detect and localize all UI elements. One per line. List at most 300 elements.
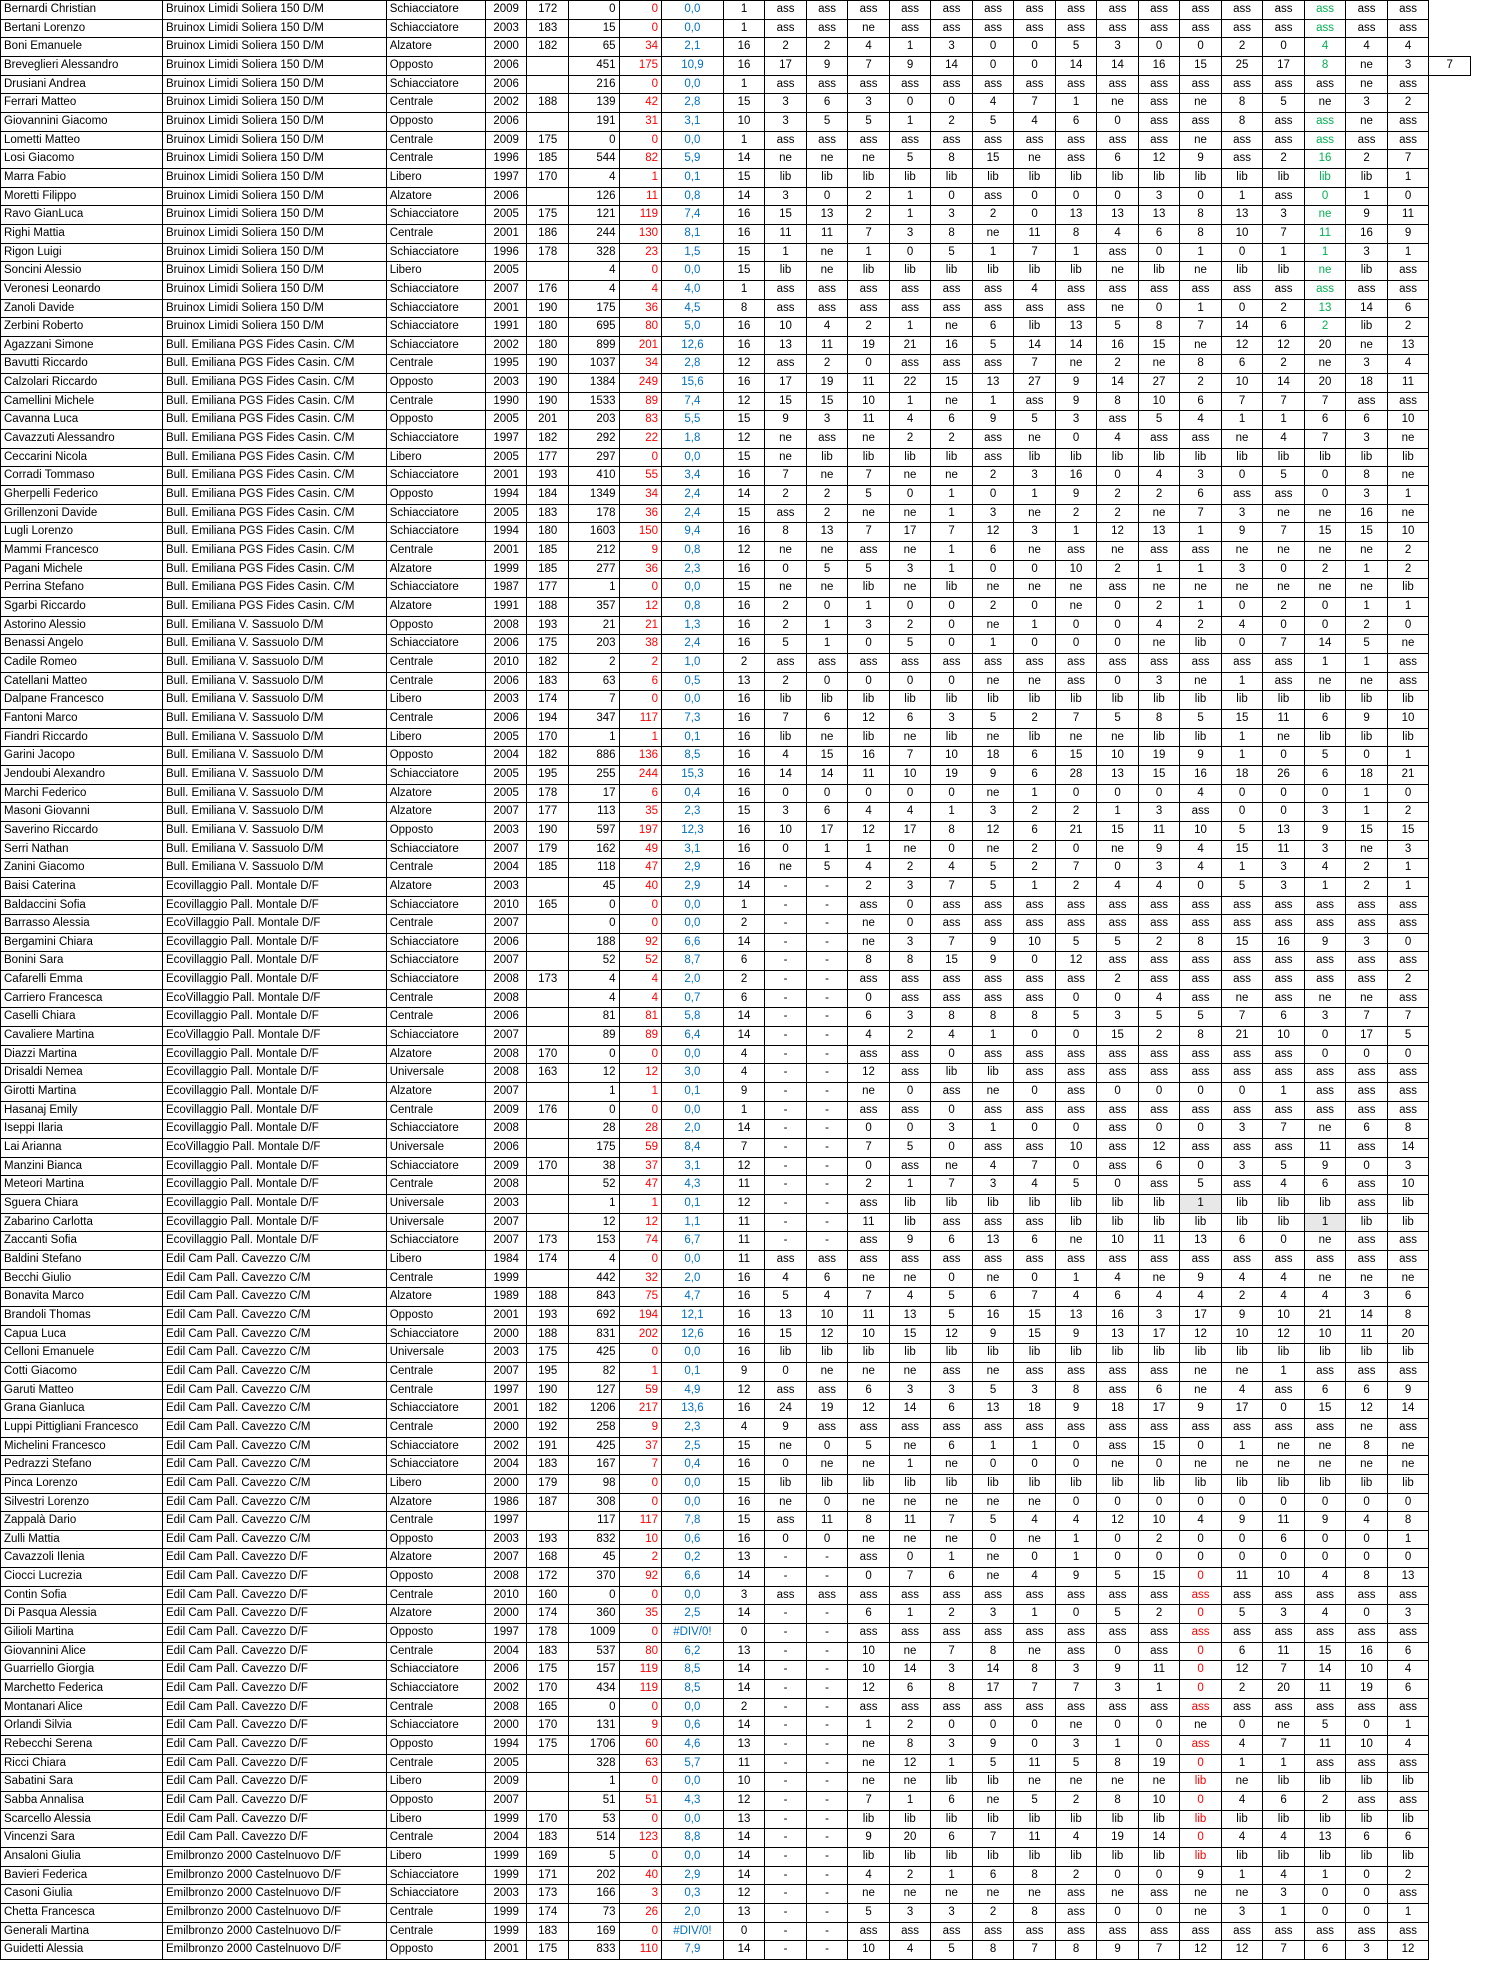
table-cell[interactable]: ass xyxy=(1014,989,1056,1008)
table-cell[interactable]: Fantoni Marco xyxy=(1,709,163,728)
table-cell[interactable]: 83 xyxy=(619,411,662,430)
table-cell[interactable]: 180 xyxy=(527,336,569,355)
table-cell[interactable]: ass xyxy=(1180,1064,1222,1083)
table-cell[interactable]: ass xyxy=(1263,1698,1305,1717)
table-cell[interactable]: ass xyxy=(1304,1922,1346,1941)
table-cell[interactable]: 1990 xyxy=(485,392,527,411)
table-cell[interactable]: lib xyxy=(889,691,931,710)
table-cell[interactable]: 2,9 xyxy=(662,1866,724,1885)
table-cell[interactable]: - xyxy=(765,1101,807,1120)
table-cell[interactable]: 20 xyxy=(889,1829,931,1848)
table-cell[interactable]: ass xyxy=(931,1250,973,1269)
table-cell[interactable]: 2 xyxy=(931,1605,973,1624)
table-cell[interactable]: 9 xyxy=(723,1362,765,1381)
table-cell[interactable]: Ravo GianLuca xyxy=(1,206,163,225)
table-cell[interactable]: ass xyxy=(1138,1250,1180,1269)
table-cell[interactable]: ne xyxy=(972,224,1014,243)
table-cell[interactable]: 0 xyxy=(1304,187,1346,206)
table-cell[interactable]: - xyxy=(765,1941,807,1960)
table-cell[interactable]: Edil Cam Pall. Cavezzo D/F xyxy=(162,1754,386,1773)
table-cell[interactable]: 14 xyxy=(723,1847,765,1866)
table-cell[interactable]: 14 xyxy=(723,187,765,206)
table-cell[interactable]: 0 xyxy=(1138,1736,1180,1755)
table-cell[interactable]: Schiacciatore xyxy=(386,299,485,318)
table-cell[interactable]: 12 xyxy=(1387,1941,1429,1960)
table-cell[interactable]: ass xyxy=(1263,896,1305,915)
table-cell[interactable]: 1 xyxy=(1014,1605,1056,1624)
table-cell[interactable]: Serri Nathan xyxy=(1,840,163,859)
table-cell[interactable]: 8 xyxy=(1180,933,1222,952)
table-cell[interactable]: Barrasso Alessia xyxy=(1,915,163,934)
table-cell[interactable]: 0,0 xyxy=(662,131,724,150)
table-cell[interactable]: ne xyxy=(889,840,931,859)
table-cell[interactable]: 360 xyxy=(568,1605,619,1624)
table-cell[interactable]: 194 xyxy=(527,709,569,728)
table-cell[interactable]: ass xyxy=(806,280,848,299)
table-cell[interactable]: ne xyxy=(765,1493,807,1512)
table-cell[interactable]: Centrale xyxy=(386,1008,485,1027)
table-cell[interactable]: - xyxy=(806,1922,848,1941)
table-cell[interactable]: ass xyxy=(1097,915,1139,934)
table-cell[interactable]: 0 xyxy=(931,1139,973,1158)
table-cell[interactable]: 7,4 xyxy=(662,206,724,225)
table-cell[interactable] xyxy=(527,989,569,1008)
table-cell[interactable]: 1 xyxy=(1221,859,1263,878)
table-cell[interactable]: Libero xyxy=(386,1773,485,1792)
table-cell[interactable]: 2000 xyxy=(485,1325,527,1344)
table-cell[interactable]: 2008 xyxy=(485,1120,527,1139)
table-cell[interactable]: 1706 xyxy=(568,1736,619,1755)
table-cell[interactable]: ass xyxy=(1221,280,1263,299)
table-cell[interactable]: 16 xyxy=(723,560,765,579)
table-cell[interactable]: ne xyxy=(1014,1885,1056,1904)
table-cell[interactable]: 5 xyxy=(889,150,931,169)
table-cell[interactable]: ass xyxy=(1387,915,1429,934)
table-cell[interactable]: 2003 xyxy=(485,19,527,38)
table-cell[interactable]: ass xyxy=(972,1101,1014,1120)
table-cell[interactable]: - xyxy=(806,1680,848,1699)
table-cell[interactable]: 188 xyxy=(527,1325,569,1344)
table-cell[interactable]: 2 xyxy=(1387,803,1429,822)
table-cell[interactable]: 3 xyxy=(765,187,807,206)
table-cell[interactable]: 357 xyxy=(568,598,619,617)
table-cell[interactable]: 3 xyxy=(1221,504,1263,523)
table-cell[interactable]: ne xyxy=(1346,672,1388,691)
table-cell[interactable]: 82 xyxy=(568,1362,619,1381)
table-cell[interactable]: 16 xyxy=(1263,933,1305,952)
table-cell[interactable]: 121 xyxy=(568,206,619,225)
table-cell[interactable]: 6 xyxy=(1180,486,1222,505)
table-cell[interactable]: 27 xyxy=(1138,374,1180,393)
table-cell[interactable]: 15 xyxy=(1055,747,1097,766)
table-cell[interactable]: ass xyxy=(1387,1101,1429,1120)
table-cell[interactable]: 2,9 xyxy=(662,877,724,896)
table-cell[interactable]: 18 xyxy=(1221,765,1263,784)
table-cell[interactable]: Vincenzi Sara xyxy=(1,1829,163,1848)
table-cell[interactable]: 0 xyxy=(931,1717,973,1736)
table-cell[interactable]: 6 xyxy=(1304,411,1346,430)
table-cell[interactable]: Libero xyxy=(386,262,485,281)
table-cell[interactable]: lib xyxy=(1097,1213,1139,1232)
table-cell[interactable]: 4,3 xyxy=(662,1176,724,1195)
table-cell[interactable]: 10 xyxy=(1014,933,1056,952)
table-cell[interactable]: Ecovillaggio Pall. Montale D/F xyxy=(162,1120,386,1139)
table-cell[interactable]: ass xyxy=(1180,75,1222,94)
table-cell[interactable]: ass xyxy=(1138,131,1180,150)
table-cell[interactable]: ne xyxy=(1180,262,1222,281)
table-cell[interactable]: Catellani Matteo xyxy=(1,672,163,691)
table-cell[interactable]: ass xyxy=(1263,1139,1305,1158)
table-cell[interactable]: 0 xyxy=(889,672,931,691)
table-cell[interactable]: ne xyxy=(1221,1362,1263,1381)
table-cell[interactable]: 202 xyxy=(568,1866,619,1885)
table-cell[interactable]: 5 xyxy=(1055,1754,1097,1773)
table-cell[interactable]: ass xyxy=(1263,1250,1305,1269)
table-cell[interactable]: 14 xyxy=(1387,1400,1429,1419)
table-cell[interactable]: 1997 xyxy=(485,430,527,449)
table-cell[interactable]: ass xyxy=(1263,1586,1305,1605)
table-cell[interactable]: Contin Sofia xyxy=(1,1586,163,1605)
table-cell[interactable]: 174 xyxy=(527,1605,569,1624)
table-cell[interactable]: ass xyxy=(1180,19,1222,38)
table-cell[interactable]: ass xyxy=(848,280,890,299)
table-cell[interactable]: 190 xyxy=(527,374,569,393)
table-cell[interactable]: ass xyxy=(1055,542,1097,561)
table-cell[interactable]: 21 xyxy=(1304,1306,1346,1325)
table-cell[interactable]: 182 xyxy=(527,747,569,766)
table-cell[interactable]: 3 xyxy=(1180,467,1222,486)
table-cell[interactable]: 10 xyxy=(1304,1325,1346,1344)
table-cell[interactable]: 11 xyxy=(1387,374,1429,393)
table-cell[interactable]: 3 xyxy=(889,224,931,243)
table-cell[interactable]: 2 xyxy=(1387,542,1429,561)
table-cell[interactable]: ass xyxy=(1387,952,1429,971)
table-cell[interactable]: ass xyxy=(1014,971,1056,990)
table-cell[interactable]: lib xyxy=(1097,1195,1139,1214)
table-cell[interactable]: 6 xyxy=(1014,747,1056,766)
table-cell[interactable]: ne xyxy=(1180,1362,1222,1381)
table-cell[interactable]: Gilioli Martina xyxy=(1,1624,163,1643)
table-cell[interactable]: 163 xyxy=(527,1064,569,1083)
table-cell[interactable]: Bull. Emiliana V. Sassuolo D/M xyxy=(162,672,386,691)
table-cell[interactable]: Centrale xyxy=(386,150,485,169)
table-cell[interactable]: 0 xyxy=(1180,1792,1222,1811)
table-cell[interactable]: 9 xyxy=(1304,1157,1346,1176)
table-cell[interactable]: ass xyxy=(889,19,931,38)
table-cell[interactable]: lib xyxy=(931,1474,973,1493)
table-cell[interactable]: 14 xyxy=(1304,635,1346,654)
table-cell[interactable]: 1 xyxy=(619,1362,662,1381)
table-cell[interactable]: 2 xyxy=(848,877,890,896)
table-cell[interactable]: lib xyxy=(1138,1847,1180,1866)
table-cell[interactable]: 15 xyxy=(1138,1437,1180,1456)
table-cell[interactable]: 12 xyxy=(1221,1941,1263,1960)
table-cell[interactable]: lib xyxy=(931,262,973,281)
table-cell[interactable]: Centrale xyxy=(386,915,485,934)
table-cell[interactable]: 4 xyxy=(1387,38,1429,57)
table-cell[interactable]: ass xyxy=(1346,1922,1388,1941)
table-cell[interactable]: 98 xyxy=(568,1474,619,1493)
table-cell[interactable]: 16 xyxy=(1097,336,1139,355)
table-cell[interactable]: ass xyxy=(889,1101,931,1120)
table-cell[interactable]: 1 xyxy=(765,243,807,262)
table-cell[interactable]: 1984 xyxy=(485,1250,527,1269)
table-cell[interactable]: 0 xyxy=(1097,1549,1139,1568)
table-cell[interactable]: 14 xyxy=(723,150,765,169)
table-cell[interactable]: 1 xyxy=(972,392,1014,411)
table-cell[interactable]: ass xyxy=(931,1586,973,1605)
table-cell[interactable]: 3 xyxy=(1138,672,1180,691)
table-cell[interactable]: 0 xyxy=(1097,635,1139,654)
table-cell[interactable]: ass xyxy=(1304,952,1346,971)
table-cell[interactable]: Schiacciatore xyxy=(386,579,485,598)
table-cell[interactable]: 0 xyxy=(1387,933,1429,952)
table-cell[interactable]: lib xyxy=(931,1195,973,1214)
table-cell[interactable]: lib xyxy=(889,1810,931,1829)
table-cell[interactable]: ass xyxy=(1014,75,1056,94)
table-cell[interactable]: lib xyxy=(1097,168,1139,187)
table-cell[interactable]: 63 xyxy=(619,1754,662,1773)
table-cell[interactable]: 13,6 xyxy=(662,1400,724,1419)
table-cell[interactable]: Garuti Matteo xyxy=(1,1381,163,1400)
table-cell[interactable]: 193 xyxy=(527,1530,569,1549)
table-cell[interactable]: 1 xyxy=(723,75,765,94)
table-cell[interactable]: 0 xyxy=(972,486,1014,505)
table-cell[interactable]: 0 xyxy=(568,896,619,915)
table-cell[interactable]: 1349 xyxy=(568,486,619,505)
table-cell[interactable]: 4 xyxy=(1346,1512,1388,1531)
table-cell[interactable]: 3 xyxy=(1346,1288,1388,1307)
table-cell[interactable]: 2,8 xyxy=(662,355,724,374)
table-cell[interactable]: ass xyxy=(848,542,890,561)
table-cell[interactable]: ne xyxy=(1263,728,1305,747)
table-cell[interactable]: Ecovillaggio Pall. Montale D/F xyxy=(162,1008,386,1027)
table-cell[interactable]: - xyxy=(765,1176,807,1195)
table-cell[interactable]: ne xyxy=(1055,728,1097,747)
table-cell[interactable]: 9 xyxy=(972,1736,1014,1755)
table-cell[interactable]: 2 xyxy=(889,859,931,878)
table-cell[interactable]: Grana Gianluca xyxy=(1,1400,163,1419)
table-cell[interactable]: 16 xyxy=(723,728,765,747)
table-cell[interactable]: ass xyxy=(931,915,973,934)
table-cell[interactable]: lib xyxy=(1387,1195,1429,1214)
table-cell[interactable]: 14 xyxy=(723,1717,765,1736)
table-cell[interactable]: 4 xyxy=(1014,1512,1056,1531)
table-cell[interactable]: 5 xyxy=(1055,38,1097,57)
table-cell[interactable]: Edil Cam Pall. Cavezzo C/M xyxy=(162,1250,386,1269)
table-cell[interactable]: ne xyxy=(1097,262,1139,281)
table-cell[interactable]: lib xyxy=(1263,1344,1305,1363)
table-cell[interactable]: Schiacciatore xyxy=(386,1157,485,1176)
table-cell[interactable]: 0 xyxy=(1346,1605,1388,1624)
table-cell[interactable]: 81 xyxy=(619,1008,662,1027)
table-cell[interactable]: Cadile Romeo xyxy=(1,653,163,672)
table-cell[interactable]: 3,1 xyxy=(662,840,724,859)
table-cell[interactable]: 0 xyxy=(1014,1120,1056,1139)
table-cell[interactable]: ne xyxy=(1263,1456,1305,1475)
table-cell[interactable]: Opposto xyxy=(386,56,485,75)
table-cell[interactable]: Alzatore xyxy=(386,1288,485,1307)
table-cell[interactable]: 5 xyxy=(972,1512,1014,1531)
table-cell[interactable]: 2005 xyxy=(485,448,527,467)
table-cell[interactable]: ass xyxy=(765,653,807,672)
table-cell[interactable]: Schiacciatore xyxy=(386,430,485,449)
table-cell[interactable]: - xyxy=(806,1866,848,1885)
table-cell[interactable]: 0 xyxy=(1097,1493,1139,1512)
table-cell[interactable]: 442 xyxy=(568,1269,619,1288)
table-cell[interactable]: 1997 xyxy=(485,1624,527,1643)
table-cell[interactable]: 5,0 xyxy=(662,318,724,337)
table-cell[interactable]: 4 xyxy=(568,262,619,281)
table-cell[interactable]: 8 xyxy=(1346,1568,1388,1587)
table-cell[interactable]: 1 xyxy=(1055,1269,1097,1288)
table-cell[interactable]: 2007 xyxy=(485,1083,527,1102)
table-cell[interactable]: ass xyxy=(1263,187,1305,206)
table-cell[interactable] xyxy=(527,1008,569,1027)
table-cell[interactable]: 12 xyxy=(848,821,890,840)
table-cell[interactable]: Schiacciatore xyxy=(386,896,485,915)
table-cell[interactable]: 5 xyxy=(1055,1176,1097,1195)
table-cell[interactable]: 9 xyxy=(1180,747,1222,766)
table-cell[interactable]: Celloni Emanuele xyxy=(1,1344,163,1363)
table-cell[interactable]: 178 xyxy=(527,1624,569,1643)
table-cell[interactable]: 6,2 xyxy=(662,1642,724,1661)
table-cell[interactable]: ass xyxy=(1387,1064,1429,1083)
table-cell[interactable]: 16 xyxy=(723,224,765,243)
table-cell[interactable]: 244 xyxy=(619,765,662,784)
table-cell[interactable]: 11 xyxy=(1138,1232,1180,1251)
table-cell[interactable]: ass xyxy=(1138,971,1180,990)
table-cell[interactable]: 3 xyxy=(931,1381,973,1400)
table-cell[interactable]: - xyxy=(806,877,848,896)
table-cell[interactable]: 10 xyxy=(1221,224,1263,243)
table-cell[interactable]: 1009 xyxy=(568,1624,619,1643)
table-cell[interactable]: 16 xyxy=(723,1400,765,1419)
table-cell[interactable]: ne xyxy=(848,430,890,449)
table-cell[interactable]: 2 xyxy=(723,915,765,934)
table-cell[interactable]: 14 xyxy=(723,1941,765,1960)
table-cell[interactable]: Camellini Michele xyxy=(1,392,163,411)
table-cell[interactable]: ass xyxy=(1263,672,1305,691)
table-cell[interactable]: 1 xyxy=(931,486,973,505)
table-cell[interactable]: ass xyxy=(889,75,931,94)
table-cell[interactable]: 10 xyxy=(723,112,765,131)
table-cell[interactable]: 2006 xyxy=(485,56,527,75)
table-cell[interactable]: 0 xyxy=(1014,1456,1056,1475)
table-cell[interactable]: 11 xyxy=(1304,224,1346,243)
table-cell[interactable]: ne xyxy=(806,579,848,598)
table-cell[interactable]: 38 xyxy=(619,635,662,654)
table-cell[interactable]: 7 xyxy=(931,1642,973,1661)
table-cell[interactable]: ne xyxy=(889,728,931,747)
table-cell[interactable]: Bonavita Marco xyxy=(1,1288,163,1307)
table-cell[interactable]: 17 xyxy=(889,821,931,840)
table-cell[interactable]: Drisaldi Nemea xyxy=(1,1064,163,1083)
table-cell[interactable]: 0 xyxy=(1221,1717,1263,1736)
table-cell[interactable]: ass xyxy=(1263,1045,1305,1064)
table-cell[interactable]: lib xyxy=(889,1344,931,1363)
table-cell[interactable]: 4 xyxy=(1097,224,1139,243)
table-cell[interactable]: 3 xyxy=(806,411,848,430)
table-cell[interactable]: ass xyxy=(1055,75,1097,94)
table-cell[interactable]: - xyxy=(806,1083,848,1102)
table-cell[interactable]: Schiacciatore xyxy=(386,206,485,225)
table-cell[interactable]: ass xyxy=(931,653,973,672)
table-cell[interactable]: 2006 xyxy=(485,112,527,131)
table-cell[interactable]: 695 xyxy=(568,318,619,337)
table-cell[interactable]: 170 xyxy=(527,1045,569,1064)
table-cell[interactable]: Montanari Alice xyxy=(1,1698,163,1717)
table-cell[interactable]: ne xyxy=(806,243,848,262)
table-cell[interactable]: 0 xyxy=(1346,1885,1388,1904)
table-cell[interactable]: 0 xyxy=(1097,1866,1139,1885)
table-cell[interactable]: 17 xyxy=(1138,1325,1180,1344)
table-cell[interactable]: 2000 xyxy=(485,38,527,57)
table-cell[interactable]: 0 xyxy=(619,1847,662,1866)
table-cell[interactable]: ass xyxy=(1014,1101,1056,1120)
table-cell[interactable]: 11 xyxy=(1138,821,1180,840)
table-cell[interactable]: Alzatore xyxy=(386,1493,485,1512)
table-cell[interactable]: ne xyxy=(848,1456,890,1475)
table-cell[interactable]: ne xyxy=(1180,131,1222,150)
table-cell[interactable]: 5 xyxy=(1180,709,1222,728)
table-cell[interactable]: 0 xyxy=(1346,1549,1388,1568)
table-cell[interactable]: 3 xyxy=(1346,430,1388,449)
table-cell[interactable]: 0 xyxy=(1014,952,1056,971)
table-cell[interactable]: 4,9 xyxy=(662,1381,724,1400)
table-cell[interactable]: 15 xyxy=(568,19,619,38)
table-cell[interactable]: 15,3 xyxy=(662,765,724,784)
table-cell[interactable]: 8 xyxy=(972,1941,1014,1960)
table-cell[interactable]: 4 xyxy=(1304,38,1346,57)
table-cell[interactable]: ass xyxy=(889,1418,931,1437)
table-cell[interactable]: ne xyxy=(1014,1642,1056,1661)
table-cell[interactable]: ass xyxy=(1221,1,1263,20)
table-cell[interactable]: 1 xyxy=(1221,187,1263,206)
table-cell[interactable]: ne xyxy=(1346,542,1388,561)
table-cell[interactable]: 0 xyxy=(1304,1530,1346,1549)
table-cell[interactable]: 3 xyxy=(889,560,931,579)
table-cell[interactable]: lib xyxy=(1263,691,1305,710)
table-cell[interactable]: Bull. Emiliana V. Sassuolo D/M xyxy=(162,728,386,747)
table-cell[interactable]: 1 xyxy=(848,243,890,262)
table-cell[interactable]: ass xyxy=(1014,1362,1056,1381)
table-cell[interactable]: Moretti Filippo xyxy=(1,187,163,206)
table-cell[interactable]: ass xyxy=(1138,1101,1180,1120)
table-cell[interactable]: 4 xyxy=(1221,1829,1263,1848)
table-cell[interactable]: ass xyxy=(1387,1624,1429,1643)
table-cell[interactable]: ass xyxy=(1221,653,1263,672)
table-cell[interactable]: 21 xyxy=(1221,1027,1263,1046)
table-cell[interactable]: ass xyxy=(1221,19,1263,38)
table-cell[interactable]: 7 xyxy=(848,523,890,542)
table-cell[interactable]: ne xyxy=(1304,542,1346,561)
table-cell[interactable]: 9 xyxy=(1221,1306,1263,1325)
table-cell[interactable]: Edil Cam Pall. Cavezzo D/F xyxy=(162,1736,386,1755)
table-cell[interactable]: lib xyxy=(1304,1810,1346,1829)
table-cell[interactable]: 0,4 xyxy=(662,784,724,803)
table-cell[interactable]: 182 xyxy=(527,653,569,672)
table-cell[interactable]: 17 xyxy=(1221,1400,1263,1419)
table-cell[interactable]: 12 xyxy=(1180,1325,1222,1344)
table-cell[interactable]: ass xyxy=(1097,1362,1139,1381)
table-cell[interactable]: 175 xyxy=(527,635,569,654)
table-cell[interactable]: lib xyxy=(931,1810,973,1829)
table-cell[interactable]: 1 xyxy=(1180,299,1222,318)
table-cell[interactable]: 0 xyxy=(889,915,931,934)
table-cell[interactable]: 0 xyxy=(806,672,848,691)
table-cell[interactable]: 10 xyxy=(1387,1176,1429,1195)
